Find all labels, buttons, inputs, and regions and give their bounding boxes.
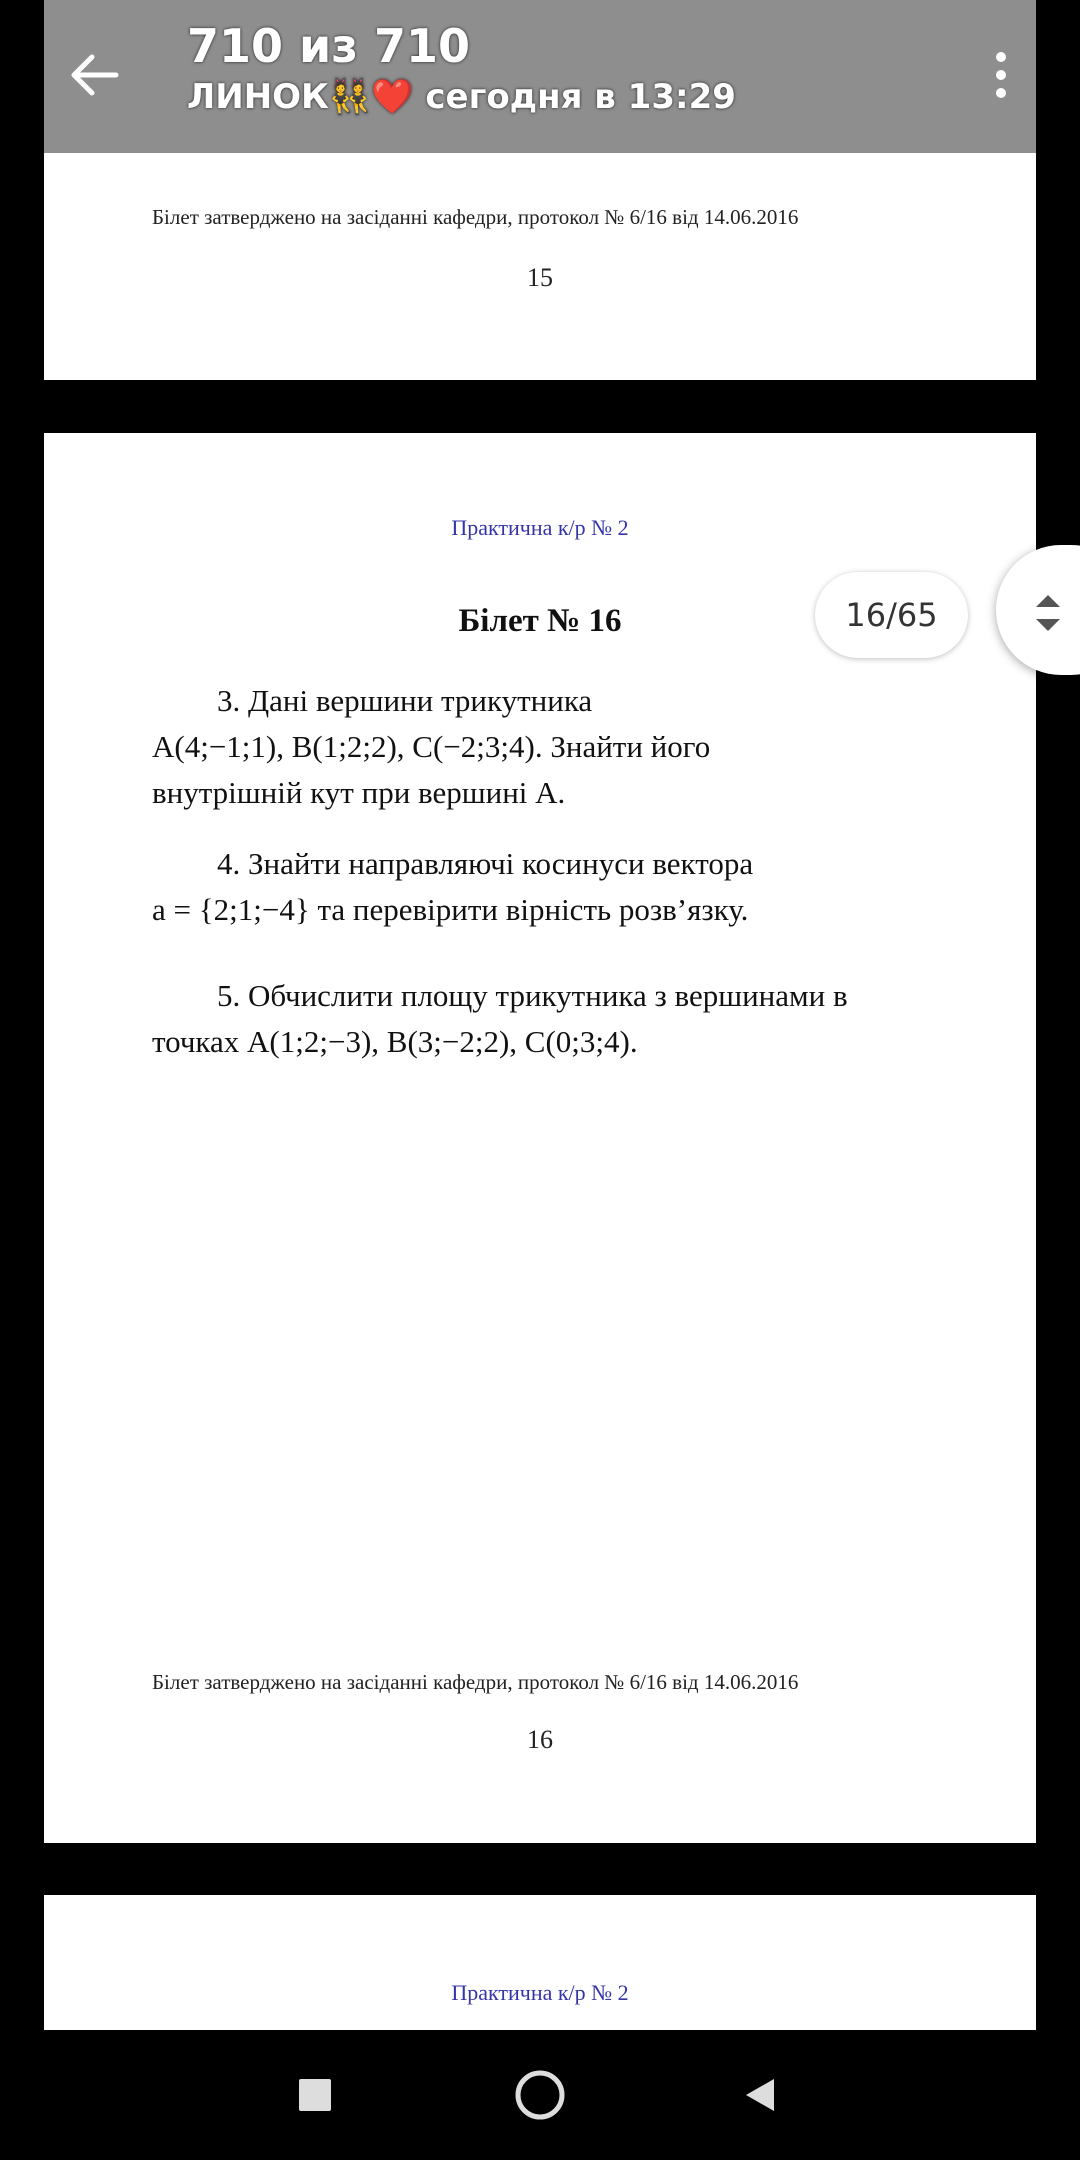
scroll-up-down-icon <box>1028 583 1068 643</box>
triangle-left-icon <box>740 2075 780 2115</box>
back-button[interactable] <box>54 30 134 120</box>
conversation-titles <box>187 18 736 120</box>
circle-icon <box>512 2067 568 2123</box>
more-options-button[interactable] <box>976 40 1026 110</box>
task-4-line: 4. Знайти направляючі косинуси вектора <box>217 846 754 881</box>
top-app-bar <box>44 0 1036 153</box>
nav-back-button[interactable] <box>727 2062 793 2128</box>
task-4 <box>152 841 952 933</box>
sender-subtitle: ЛИНОК👯❤️ сегодня в 13:29 <box>187 77 736 117</box>
task-4-line: a = {2;1;−4} та перевірити вірність розв’язку. <box>152 892 749 927</box>
system-navigation-bar <box>0 2030 1080 2160</box>
task-5 <box>152 973 952 1065</box>
page-number: 16 <box>527 1725 553 1754</box>
arrow-left-icon <box>68 53 120 97</box>
counter-title: 710 из 710 <box>187 19 471 73</box>
home-button[interactable] <box>507 2062 573 2128</box>
page-indicator: 16/65 <box>815 572 968 658</box>
page-footer: Білет затверджено на засіданні кафедри, протокол № 6/16 від 14.06.2016 <box>152 1670 799 1694</box>
task-3-line: A(4;−1;1), B(1;2;2), C(−2;3;4). Знайти його <box>152 729 711 764</box>
task-5-line: 5. Обчислити площу трикутника з вершинами в <box>217 978 848 1013</box>
more-vertical-icon <box>994 50 1008 100</box>
recent-apps-button[interactable] <box>282 2062 348 2128</box>
document-page-17 <box>44 1895 1036 2030</box>
task-3-line: 3. Дані вершини трикутника <box>217 683 593 718</box>
page-header: Практична к/р № 2 <box>451 1980 629 2005</box>
task-3 <box>152 678 952 816</box>
square-icon <box>297 2077 333 2113</box>
page-footer: Білет затверджено на засіданні кафедри, протокол № 6/16 від 14.06.2016 <box>152 205 799 229</box>
task-5-line: точках A(1;2;−3), B(3;−2;2), C(0;3;4). <box>152 1024 638 1059</box>
ticket-title: Білет № 16 <box>458 603 622 639</box>
task-3-line: внутрішній кут при вершині A. <box>152 775 566 810</box>
page-header: Практична к/р № 2 <box>451 515 629 540</box>
document-page-15 <box>44 153 1036 380</box>
page-number: 15 <box>527 263 553 292</box>
